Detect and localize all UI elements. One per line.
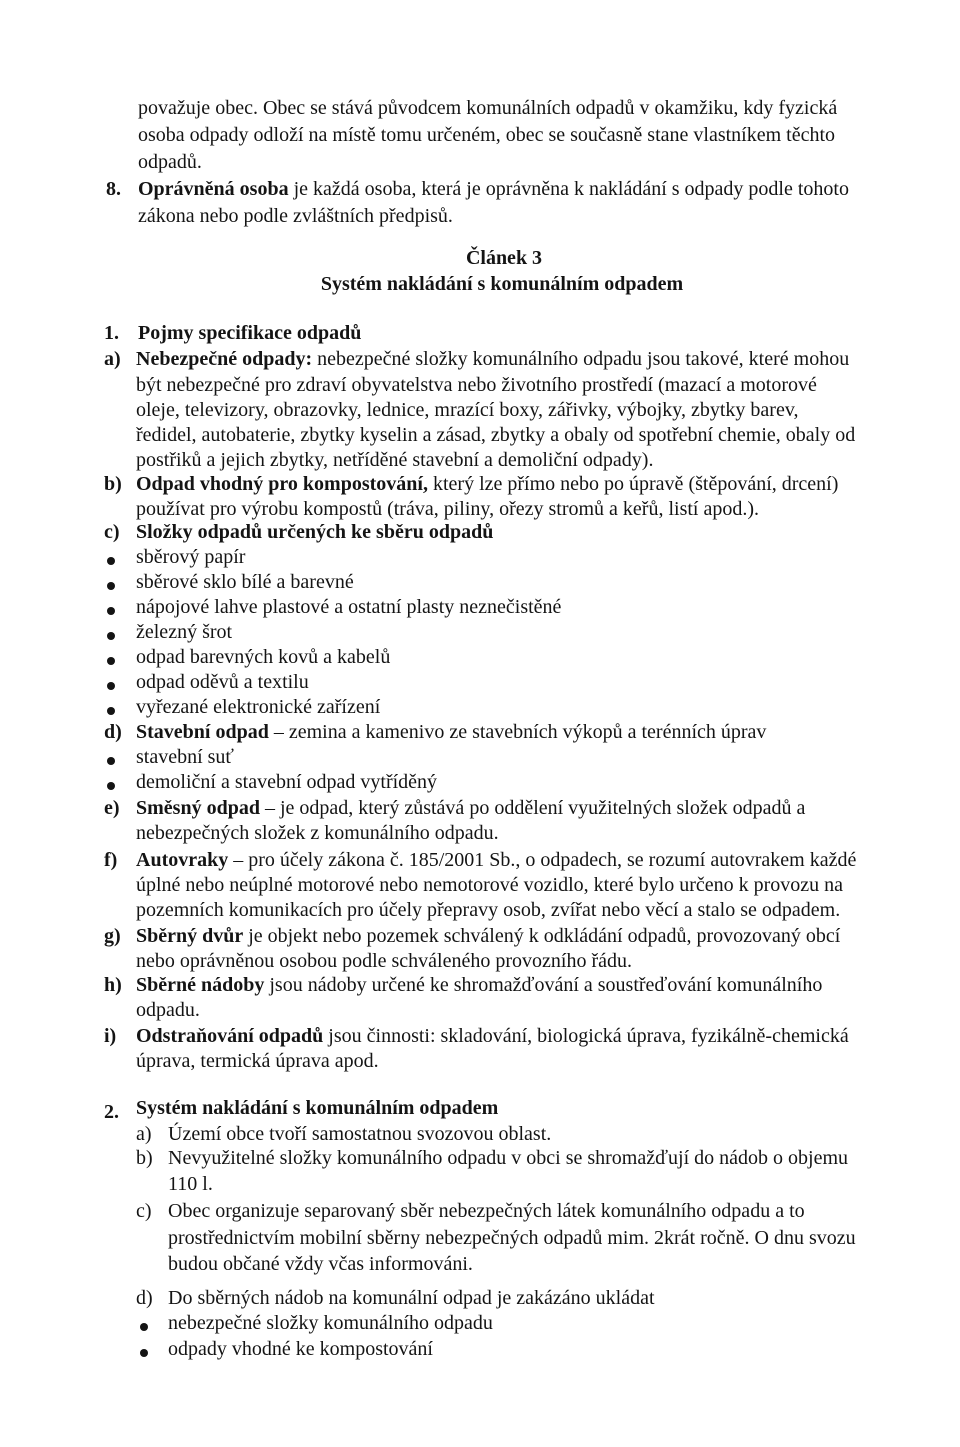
item-line: budou občané vždy včas informováni. [168,1253,473,1275]
item-marker: b) [136,1147,153,1169]
item-line: odpadu. [136,999,200,1021]
item-line: prostřednictvím mobilní sběrny nebezpečných odpadů mim. 2krát ročně. O dnu svozu [168,1227,856,1249]
item-line: úprava, termická úprava apod. [136,1050,379,1072]
article-title: Systém nakládání s komunálním odpadem [320,273,684,295]
intro-line: považuje obec. Obec se stává původcem komunálních odpadů v okamžiku, kdy fyzická [138,97,838,119]
intro-line: osoba odpady odloží na místě tomu určeném, obec se současně stane vlastníkem těchto [138,124,836,146]
item-line: postřiků a jejich zbytky, netříděné stavební a demoliční odpady). [136,449,654,471]
list-item: nebezpečné složky komunálního odpadu [168,1312,493,1334]
bullet [107,707,115,715]
item-line: Obec organizuje separovaný sběr nebezpečných látek komunálního odpadu a to [168,1200,805,1222]
item-marker: c) [104,521,120,543]
definition: nebezpečné složky komunálního odpadu jsou takové, které mohou [312,348,850,370]
item-line: oleje, televizory, obrazovky, lednice, mrazící boxy, zářivky, výbojky, zbytky barev, [136,399,799,421]
bullet [107,557,115,565]
item-a [136,347,960,371]
bullet [107,657,115,665]
list-item: odpady vhodné ke kompostování [168,1338,433,1360]
bullet [107,632,115,640]
term: Nebezpečné odpady: [136,348,313,370]
item-line: používat pro výrobu kompostů (tráva, piliny, ořezy stromů a keřů, listí apod.). [136,498,760,520]
item-line: Nevyužitelné složky komunálního odpadu v obci se shromažďují do nádob o objemu [168,1147,849,1169]
item-marker: a) [136,1123,152,1145]
item-i [136,1024,960,1048]
section-number: 1. [104,322,119,344]
definition: je každá osoba, která je oprávněna k nakládání s odpady podle tohoto [288,178,849,200]
list-item: odpad barevných kovů a kabelů [136,646,391,668]
section-title: Systém nakládání s komunálním odpadem [136,1097,499,1119]
item-number: 8. [106,178,121,200]
item-line: pozemních komunikacích pro účely přepravy osob, zvířat nebo věcí a stalo se odpadem. [136,899,841,921]
item-marker: g) [104,925,121,947]
bullet [140,1349,148,1357]
term: Odpad vhodný pro kompostování, [136,473,428,495]
item-marker: b) [104,473,122,495]
definition: jsou činnosti: skladování, biologická úprava, fyzikálně-chemická [323,1025,849,1047]
item-line: Území obce tvoří samostatnou svozovou oblast. [168,1123,552,1145]
item-line: nebezpečných složek z komunálního odpadu. [136,822,499,844]
term: Autovraky [136,849,229,871]
item-h [136,973,960,997]
item-b [136,472,960,496]
item-f [136,848,960,872]
bullet [107,682,115,690]
definition: je objekt nebo pozemek schválený k odkládání odpadů, provozovaný obcí [243,925,841,947]
list-item: železný šrot [136,621,233,643]
item-line: Do sběrných nádob na komunální odpad je zakázáno ukládat [168,1287,655,1309]
term: Odstraňování odpadů [136,1025,324,1047]
item-marker: a) [104,348,121,370]
item-e [136,796,960,820]
paragraph-8-line: zákona nebo podle zvláštních předpisů. [138,205,453,227]
item-marker: c) [136,1200,152,1222]
item-marker: h) [104,974,122,996]
item-d [136,720,960,744]
intro-line: odpadů. [138,151,202,173]
section-title: Pojmy specifikace odpadů [138,322,362,344]
bullet [107,757,115,765]
item-line: nebo oprávněnou osobou podle schváleného provozního řádu. [136,950,632,972]
definition: jsou nádoby určené ke shromažďování a soustřeďování komunálního [264,974,823,996]
definition: který lze přímo nebo po úpravě (štěpování, drcení) [427,473,839,495]
item-marker: f) [104,849,118,871]
definition: – zemina a kamenivo ze stavebních výkopů a terénních úprav [268,721,767,743]
list-item: stavební suť [136,746,234,768]
section-number: 2. [104,1101,119,1123]
item-marker: i) [104,1025,117,1047]
bullet [107,582,115,590]
definition: – pro účely zákona č. 185/2001 Sb., o odpadech, se rozumí autovrakem každé [228,849,857,871]
bullet [107,782,115,790]
item-g [136,924,960,948]
paragraph-8 [138,177,960,201]
list-item: demoliční a stavební odpad vytříděný [136,771,438,793]
list-item: odpad oděvů a textilu [136,671,309,693]
list-item: sběrový papír [136,546,246,568]
term: Oprávněná osoba [138,178,289,200]
definition: – je odpad, který zůstává po oddělení využitelných složek odpadů a [259,797,806,819]
item-line: 110 l. [168,1173,213,1195]
item-marker: e) [104,797,120,819]
bullet [107,607,115,615]
term: Sběrné nádoby [136,974,265,996]
article-number: Článek 3 [465,247,543,269]
bullet [140,1323,148,1331]
term: Stavební odpad [136,721,269,743]
item-line: být nebezpečné pro zdraví obyvatelstva nebo životního prostředí (mazací a motorové [136,374,817,396]
item-line: ředidel, autobaterie, zbytky kyselin a zásad, zbytky a obaly od spotřební chemie, obaly od [136,424,856,446]
term: Sběrný dvůr [136,925,244,947]
term: Směsný odpad [136,797,260,819]
item-c-title: Složky odpadů určených ke sběru odpadů [136,521,494,543]
item-line: úplné nebo neúplné motorové nebo nemotorové vozidlo, které bylo určeno k provozu na [136,874,844,896]
item-marker: d) [136,1287,153,1309]
list-item: sběrové sklo bílé a barevné [136,571,354,593]
item-marker: d) [104,721,122,743]
list-item: vyřezané elektronické zařízení [136,696,381,718]
list-item: nápojové lahve plastové a ostatní plasty neznečistěné [136,596,562,618]
